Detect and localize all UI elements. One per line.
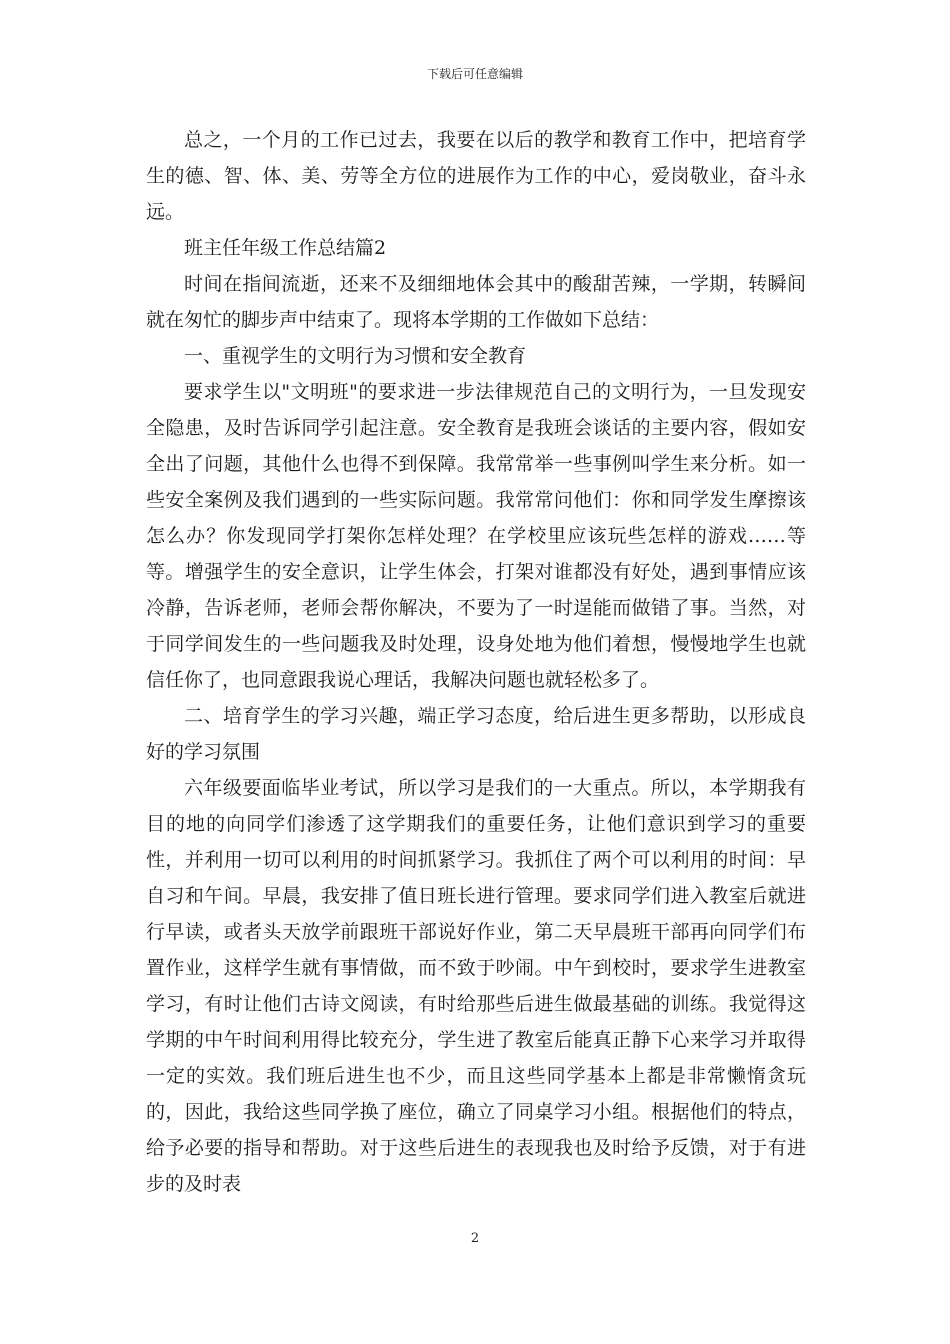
paragraph-study: 六年级要面临毕业考试，所以学习是我们的一大重点。所以，本学期我有目的地的向同学们渗透了这学期我们的重要任务，让他们意识到学习的重要性，并利用一切可以利用的时间抓紧学习。我抓住了两个可以利用的时间：早自习和午间。早晨，我安排了值日班长进行管理。要求同学们进入教室后就进行早读，或者头天放学前跟班干部说好作业，第二天早晨班干部再向同学们布置作业，这样学生就有事情做，而不致于吵闹。中午到校时，要求学生进教室学习，有时让他们古诗文阅读，有时给那些后进生做最基础的训练。我觉得这学期的中午时间利用得比较充分，学生进了教室后能真正静下心来学习并取得一定的实效。我们班后进生也不少，而且这些同学基本上都是非常懒惰贪玩的，因此，我给这些同学换了座位，确立了同桌学习小组。根据他们的特点，给予必要的指导和帮助。对于这些后进生的表现我也及时给予反馈，对于有进步的及时表 [146, 777, 806, 1195]
paragraph-intro: 时间在指间流逝，还来不及细细地体会其中的酸甜苦辣，一学期，转瞬间就在匆忙的脚步声中结束了。现将本学期的工作做如下总结： [146, 273, 806, 331]
paragraph-conclusion: 总之，一个月的工作已过去，我要在以后的教学和教育工作中，把培育学生的德、智、体、美、劳等全方位的进展作为工作的中心，爱岗敬业，奋斗永远。 [146, 129, 806, 223]
page-number: 2 [470, 1231, 480, 1246]
paragraph-safety: 要求学生以"文明班"的要求进一步法律规范自己的文明行为，一旦发现安全隐患，及时告诉同学引起注意。安全教育是我班会谈话的主要内容，假如安全出了问题，其他什么也得不到保障。我常常举一些事例叫学生来分析。如一些安全案例及我们遇到的一些实际问题。我常常问他们：你和同学发生摩擦该怎么办？你发现同学打架你怎样处理？在学校里应该玩些怎样的游戏……等等。增强学生的安全意识，让学生体会，打架对谁都没有好处，遇到事情应该冷静，告诉老师，老师会帮你解决，不要为了一时逞能而做错了事。当然，对于同学间发生的一些问题我及时处理，设身处地为他们着想，慢慢地学生也就信任你了，也同意跟我说心理话，我解决问题也就轻松多了。 [146, 381, 806, 691]
document-body [146, 122, 806, 1202]
heading-two: 二、培育学生的学习兴趣，端正学习态度，给后进生更多帮助，以形成良好的学习氛围 [146, 705, 806, 763]
page-header: 下载后可任意编辑 [426, 67, 523, 81]
heading-one: 一、重视学生的文明行为习惯和安全教育 [184, 345, 527, 367]
section-title: 班主任年级工作总结篇2 [184, 237, 387, 259]
